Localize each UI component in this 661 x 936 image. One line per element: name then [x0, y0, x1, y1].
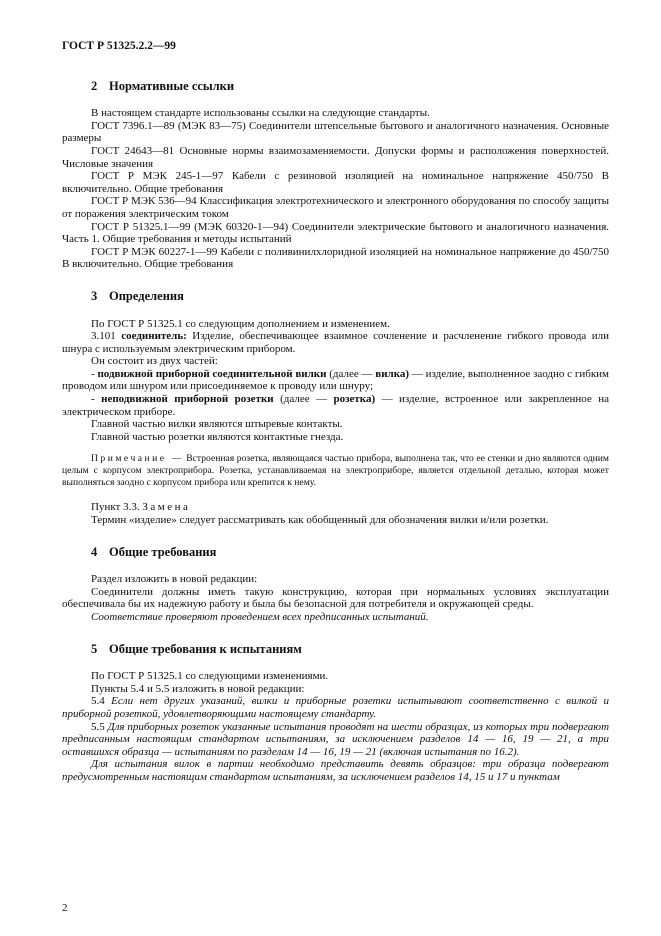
note: [62, 453, 609, 489]
reference-item: ГОСТ Р МЭК 60227-1—99 Кабели с поливинилхлоридной изоляцией на номинальное напряжение до 450/750 В включительно. Общие требования: [62, 245, 609, 271]
paragraph: [62, 721, 609, 759]
note-label: Примечание —: [91, 453, 184, 465]
reference-item: ГОСТ Р МЭК 536—94 Классификация электротехнического и электронного оборудования по способу защиты от поражения электрическим током: [62, 195, 609, 220]
list-term-short: вилка): [375, 367, 410, 380]
list-term: неподвижной приборной розетки: [101, 393, 274, 406]
section-title: Нормативные ссылки: [109, 78, 235, 93]
section-2-heading: [91, 80, 609, 93]
compliance-paragraph: Соответствие проверяют проведением всех предписанных испытаний.: [91, 611, 429, 623]
paragraph: Термин «изделие» следует рассматривать как обобщенный для обозначения вилки и/или розетки.: [91, 514, 549, 527]
list-dash: -: [91, 367, 95, 380]
list-term: подвижной приборной соединительной вилки: [97, 367, 327, 380]
paragraph: Главной частью розетки являются контактные гнезда.: [91, 430, 344, 443]
section-number: 3: [91, 288, 98, 303]
replace-label: Замена: [142, 501, 191, 514]
list-item: [62, 368, 609, 393]
clause-number: 5.5: [91, 720, 105, 733]
section-number: 4: [91, 544, 98, 559]
section-4: [62, 546, 609, 624]
reference-item: ГОСТ 24643—81 Основные нормы взаимозаменяемости. Допуски формы и расположения поверхностей. Числовые значения: [62, 144, 609, 170]
paragraph: Раздел изложить в новой редакции:: [91, 573, 258, 586]
clause-text: Для приборных розеток указанные испытания проводят на шести образцах, из которых три подвергают предписанным настоящим стандартом испытаниям, за исключением разделов 14 — 16, 19 — 21, а три оставшихся образца — испытаниям по разделам 14 — 16, 19 — 21 (включая испытания по 16.2).: [62, 720, 610, 758]
list-mid: (далее —: [329, 367, 373, 380]
paragraph: Он состоит из двух частей:: [91, 355, 218, 368]
reference-item: ГОСТ Р МЭК 245-1—97 Кабели с резиновой изоляцией на номинальное напряжение 450/750 В включительно. Общие требования: [62, 170, 609, 195]
section-number: 5: [91, 641, 98, 656]
paragraph: [62, 695, 609, 720]
list-term-short: розетка): [333, 393, 376, 406]
clause-number: 3.101: [91, 330, 116, 343]
section-4-heading: [91, 546, 609, 559]
clause-text: Если нет других указаний, вилки и приборные розетки испытывают соответственно с вилкой и приборной розеткой, удовлетворяющими настоящему стандарту.: [62, 695, 610, 720]
section-title: Общие требования к испытаниям: [109, 641, 302, 656]
page-number: 2: [62, 902, 68, 914]
paragraph: В настоящем стандарте использованы ссылки на следующие стандарты.: [91, 107, 430, 120]
section-3: [62, 290, 609, 527]
list-text: — изделие, встроенное или закрепленное на электрическом приборе.: [62, 393, 610, 418]
section-5: [62, 643, 609, 784]
clause-ref: Пункт 3.3.: [91, 501, 140, 514]
reference-item: ГОСТ Р 51325.1—99 (МЭК 60320-1—94) Соединители электрические бытового и аналогичного назначения. Часть 1. Общие требования и методы испытаний: [62, 220, 609, 246]
definition-paragraph: [62, 330, 609, 355]
paragraph: По ГОСТ Р 51325.1 со следующими изменениями.: [91, 670, 329, 683]
section-number: 2: [91, 78, 98, 93]
list-dash: -: [91, 393, 95, 406]
paragraph: Для испытания вилок в партии необходимо представить девять образцов: три образца подвергают предусмотренным настоящим стандартом испытаниям, за исключением разделов 14, 15 и 17 и пунктам: [62, 758, 609, 783]
reference-item: ГОСТ 7396.1—89 (МЭК 83—75) Соединители штепсельные бытового и аналогичного назначения. Основные размеры: [62, 119, 609, 145]
list-text: — изделие, выполненное заодно с гибким проводом или шнуром или присоединяемое к проводу или шнуру;: [62, 367, 610, 393]
paragraph: Соединители должны иметь такую конструкцию, которая при нормальных условиях эксплуатации обеспечивала бы их надежную работу и была бы безопасной для потребителя и окружающей среды.: [62, 585, 609, 611]
definition-text: Изделие, обеспечивающее взаимное сочленение и расчленение гибкого провода или шнура с используемым электрическим прибором.: [62, 330, 610, 355]
clause-number: 5.4: [91, 695, 105, 708]
note-text: Встроенная розетка, являющаяся частью прибора, выполнена так, что ее стенки и дно являются одним целым с корпусом электроприбора. Розетка, устанавливаемая на электроприборе, является отдельной деталью, которая может выполняться заодно с корпусом прибора или крепится к нему.: [62, 453, 609, 489]
section-title: Определения: [109, 288, 184, 303]
paragraph: Главной частью вилки являются штыревые контакты.: [91, 418, 343, 431]
section-title: Общие требования: [109, 544, 217, 559]
section-2: [62, 80, 609, 271]
section-3-heading: [91, 290, 609, 303]
section-5-heading: [91, 643, 609, 656]
paragraph: По ГОСТ Р 51325.1 со следующим дополнением и изменением.: [91, 317, 390, 330]
list-item: [62, 393, 609, 418]
list-mid: (далее —: [280, 393, 328, 406]
paragraph: [62, 501, 609, 514]
paragraph: Пункты 5.4 и 5.5 изложить в новой редакции:: [91, 682, 305, 695]
page-header-code: ГОСТ Р 51325.2.2—99: [62, 40, 176, 52]
defined-term: соединитель:: [121, 330, 187, 343]
